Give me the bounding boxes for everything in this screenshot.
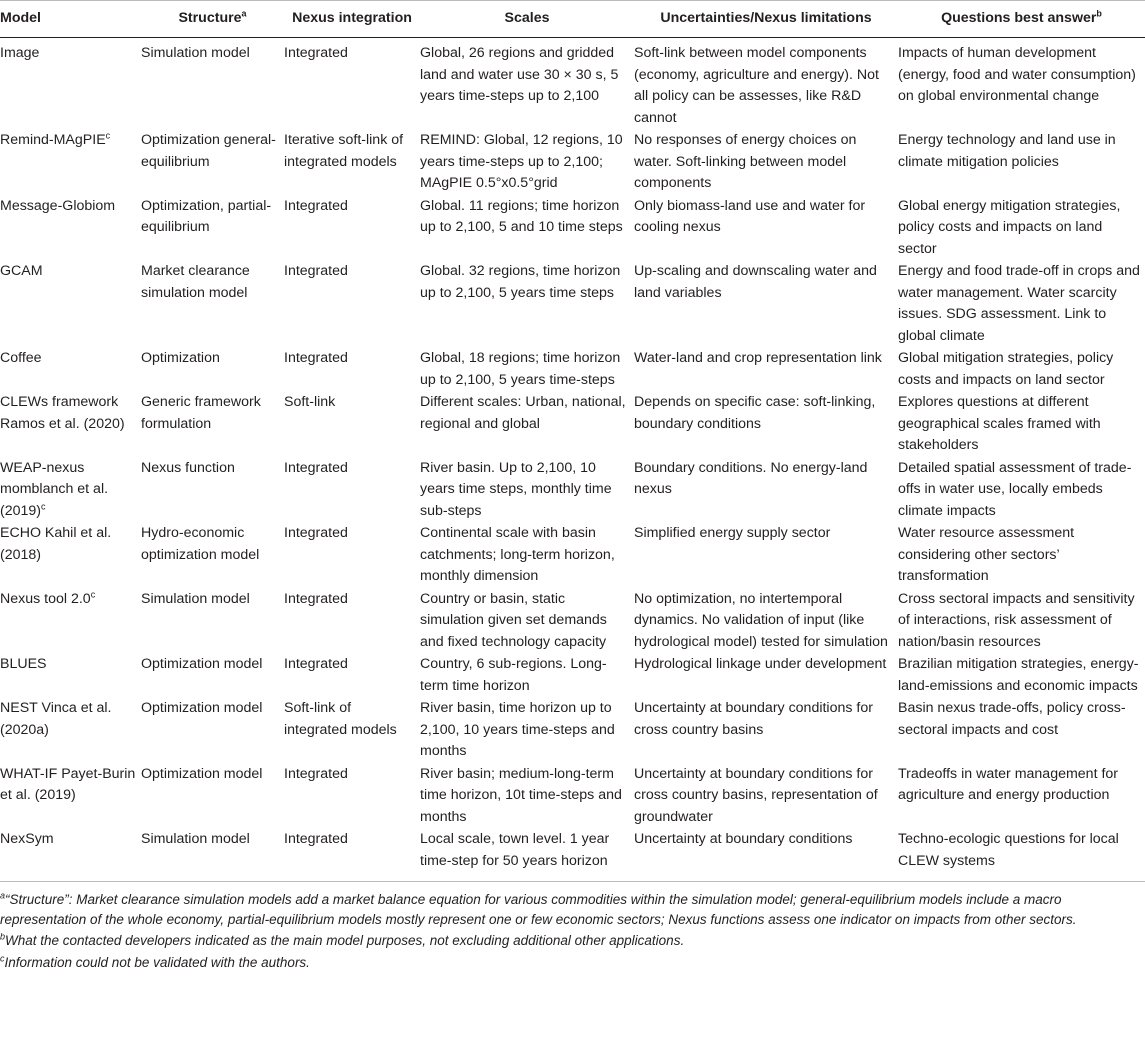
cell-nexus-integration xyxy=(284,391,420,457)
cell-model xyxy=(0,129,141,195)
cell-scales-text: Country, 6 sub-regions. Long-term time horizon xyxy=(420,656,607,694)
cell-structure-text: Optimization model xyxy=(141,656,263,672)
cell-model-text: ECHO Kahil et al. (2018) xyxy=(0,525,112,563)
cell-questions xyxy=(898,391,1145,457)
footnote-text: Information could not be validated with the authors. xyxy=(4,954,310,970)
footnote-text: “Structure”: Market clearance simulation models add a market balance equation for various commodities within the simulation model; general-equilibrium models include a macro representation of the whole economy, partial-equilibrium models mostly represent one or few economic sectors; Nexus functions assess one indicator on impacts from other sectors. xyxy=(0,892,1077,927)
cell-model xyxy=(0,763,141,829)
cell-uncertainties xyxy=(634,522,898,588)
table-row xyxy=(0,697,1145,763)
cell-structure xyxy=(141,653,284,697)
cell-scales-text: Global. 32 regions, time horizon up to 2,100, 5 years time steps xyxy=(420,263,621,301)
cell-model xyxy=(0,653,141,697)
cell-structure-text: Nexus function xyxy=(141,459,235,476)
cell-questions xyxy=(898,697,1145,763)
table-row xyxy=(0,457,1145,523)
column-header xyxy=(0,1,141,38)
cell-uncertainties-text: No responses of energy choices on water. Soft-linking between model components xyxy=(634,132,857,191)
cell-structure-text: Optimization, partial-equilibrium xyxy=(141,197,272,235)
cell-model xyxy=(0,347,141,391)
cell-questions-text: Tradeoffs in water management for agriculture and energy production xyxy=(898,765,1119,803)
cell-structure xyxy=(141,828,284,882)
footnote-mark: c xyxy=(0,953,5,963)
column-header-text: Uncertainties/Nexus limitations xyxy=(660,10,872,26)
cell-nexus-integration xyxy=(284,828,420,882)
cell-structure xyxy=(141,588,284,654)
cell-nexus-integration xyxy=(284,457,420,523)
cell-questions xyxy=(898,38,1145,130)
cell-scales-text: Global. 11 regions; time horizon up to 2,100, 5 and 10 time steps xyxy=(420,197,623,235)
cell-nexus-integration xyxy=(284,195,420,261)
column-header-footnote-mark: a xyxy=(241,8,247,19)
cell-structure-text: Optimization xyxy=(141,350,220,366)
cell-uncertainties xyxy=(634,195,898,261)
cell-model-text: WHAT-IF Payet-Burin et al. (2019) xyxy=(0,765,136,803)
cell-structure xyxy=(141,38,284,130)
cell-structure-text: Simulation model xyxy=(141,590,250,607)
cell-questions-text: Techno-ecologic questions for local CLEW systems xyxy=(898,831,1119,869)
cell-nexus-integration-text: Soft-link of integrated models xyxy=(284,700,397,738)
cell-uncertainties-text: Uncertainty at boundary conditions for cross country basins xyxy=(634,700,873,738)
cell-nexus-integration-text: Integrated xyxy=(284,525,348,541)
cell-nexus-integration xyxy=(284,763,420,829)
cell-scales xyxy=(420,391,634,457)
cell-model-text: WEAP-nexus momblanch et al. (2019) xyxy=(0,459,109,519)
cell-structure xyxy=(141,457,284,523)
cell-scales-text: River basin; medium-long-term time horizon, 10t time-steps and months xyxy=(420,765,622,825)
cell-model xyxy=(0,522,141,588)
cell-scales xyxy=(420,129,634,195)
cell-uncertainties xyxy=(634,457,898,523)
cell-structure xyxy=(141,260,284,347)
cell-scales-text: River basin, time horizon up to 2,100, 10 years time-steps and months xyxy=(420,700,615,759)
cell-uncertainties-text: Boundary conditions. No energy-land nexus xyxy=(634,459,868,497)
table-row xyxy=(0,391,1145,457)
cell-questions-text: Basin nexus trade-offs, policy cross-sectoral impacts and cost xyxy=(898,700,1126,738)
cell-questions xyxy=(898,522,1145,588)
column-header-footnote-mark: b xyxy=(1096,8,1102,19)
cell-model-text: GCAM xyxy=(0,263,43,279)
cell-scales xyxy=(420,828,634,882)
cell-questions-text: Cross sectoral impacts and sensitivity of interactions, risk assessment of nation/basin resources xyxy=(898,590,1135,650)
cell-uncertainties xyxy=(634,391,898,457)
cell-uncertainties xyxy=(634,260,898,347)
header-row xyxy=(0,1,1145,38)
cell-uncertainties xyxy=(634,763,898,829)
cell-uncertainties-text: Depends on specific case: soft-linking, boundary conditions xyxy=(634,394,876,432)
column-header xyxy=(141,1,284,38)
table-row xyxy=(0,522,1145,588)
cell-questions xyxy=(898,763,1145,829)
table-header xyxy=(0,1,1145,38)
cell-nexus-integration-text: Iterative soft-link of integrated models xyxy=(284,132,404,170)
table-footnotes xyxy=(0,882,1145,972)
cell-structure-text: Optimization general-equilibrium xyxy=(141,132,276,170)
cell-uncertainties-text: Uncertainty at boundary conditions xyxy=(634,831,853,847)
cell-nexus-integration-text: Integrated xyxy=(284,590,348,607)
cell-scales xyxy=(420,457,634,523)
cell-model xyxy=(0,588,141,654)
table-row xyxy=(0,828,1145,882)
cell-scales xyxy=(420,260,634,347)
cell-nexus-integration xyxy=(284,697,420,763)
cell-model-footnote-mark: c xyxy=(90,588,96,599)
cell-questions-text: Water resource assessment considering other sectors’ transformation xyxy=(898,525,1075,584)
cell-scales xyxy=(420,522,634,588)
column-header xyxy=(284,1,420,38)
cell-model xyxy=(0,260,141,347)
cell-structure xyxy=(141,697,284,763)
cell-uncertainties-text: Simplified energy supply sector xyxy=(634,525,831,541)
cell-scales xyxy=(420,653,634,697)
table-body xyxy=(0,38,1145,882)
cell-uncertainties-text: No optimization, no intertemporal dynamics. No validation of input (like hydrological model) tested for simulation xyxy=(634,590,888,650)
cell-nexus-integration xyxy=(284,653,420,697)
cell-scales xyxy=(420,347,634,391)
cell-questions xyxy=(898,653,1145,697)
cell-questions-text: Global mitigation strategies, policy costs and impacts on land sector xyxy=(898,350,1114,388)
footnote-text: What the contacted developers indicated as the main model purposes, not excluding additional other applications. xyxy=(5,933,685,948)
cell-nexus-integration xyxy=(284,347,420,391)
cell-structure xyxy=(141,347,284,391)
cell-model-text: NexSym xyxy=(0,831,54,847)
cell-model xyxy=(0,38,141,130)
cell-scales xyxy=(420,38,634,130)
cell-scales-text: Country or basin, static simulation given set demands and fixed technology capacity xyxy=(420,590,607,650)
cell-nexus-integration-text: Integrated xyxy=(284,459,348,476)
cell-nexus-integration xyxy=(284,588,420,654)
cell-nexus-integration xyxy=(284,522,420,588)
cell-nexus-integration-text: Integrated xyxy=(284,831,348,847)
cell-nexus-integration xyxy=(284,38,420,130)
table-row xyxy=(0,763,1145,829)
cell-structure xyxy=(141,763,284,829)
table-row xyxy=(0,129,1145,195)
cell-scales-text: Global, 26 regions and gridded land and water use 30 × 30 s, 5 years time-steps up to 2,100 xyxy=(420,45,619,104)
cell-nexus-integration-text: Integrated xyxy=(284,656,348,672)
cell-questions-text: Brazilian mitigation strategies, energy-land-emissions and economic impacts xyxy=(898,656,1139,694)
cell-model xyxy=(0,195,141,261)
column-header-text: Structure xyxy=(178,10,242,26)
cell-scales xyxy=(420,697,634,763)
table-row xyxy=(0,195,1145,261)
cell-structure-text: Generic framework formulation xyxy=(141,394,261,432)
cell-structure xyxy=(141,391,284,457)
cell-structure xyxy=(141,195,284,261)
cell-questions-text: Energy technology and land use in climate mitigation policies xyxy=(898,132,1116,170)
cell-structure-text: Simulation model xyxy=(141,45,250,61)
cell-model-text: Image xyxy=(0,45,40,61)
cell-uncertainties-text: Up-scaling and downscaling water and land variables xyxy=(634,263,877,301)
cell-model-footnote-mark: c xyxy=(105,130,111,141)
cell-questions xyxy=(898,588,1145,654)
cell-model xyxy=(0,391,141,457)
footnote xyxy=(0,953,1145,973)
cell-scales-text: REMIND: Global, 12 regions, 10 years time-steps up to 2,100; MAgPIE 0.5°x0.5°grid xyxy=(420,132,623,191)
cell-nexus-integration-text: Integrated xyxy=(284,765,348,782)
cell-model-text: BLUES xyxy=(0,656,47,672)
cell-scales-text: Global, 18 regions; time horizon up to 2,100, 5 years time-steps xyxy=(420,350,621,388)
cell-questions xyxy=(898,260,1145,347)
column-header-text: Nexus integration xyxy=(292,10,412,26)
cell-structure xyxy=(141,129,284,195)
table-row xyxy=(0,653,1145,697)
cell-nexus-integration-text: Integrated xyxy=(284,45,348,61)
cell-uncertainties xyxy=(634,828,898,882)
column-header-text: Scales xyxy=(504,10,550,26)
cell-questions-text: Energy and food trade-off in crops and water management. Water scarcity issues. SDG assessment. Link to global climate xyxy=(898,263,1140,344)
cell-questions xyxy=(898,129,1145,195)
table-row xyxy=(0,347,1145,391)
cell-structure-text: Optimization model xyxy=(141,700,263,716)
cell-structure-text: Optimization model xyxy=(141,765,263,782)
cell-nexus-integration-text: Integrated xyxy=(284,263,348,279)
cell-model xyxy=(0,697,141,763)
cell-scales xyxy=(420,195,634,261)
cell-questions-text: Explores questions at different geographical scales framed with stakeholders xyxy=(898,394,1101,453)
column-header-text: Questions best answer xyxy=(941,10,1097,26)
cell-scales-text: River basin. Up to 2,100, 10 years time steps, monthly time sub-steps xyxy=(420,459,612,519)
footnote xyxy=(0,931,1145,951)
cell-scales-text: Local scale, town level. 1 year time-step for 50 years horizon xyxy=(420,831,610,869)
table-row xyxy=(0,588,1145,654)
cell-questions-text: Impacts of human development (energy, food and water consumption) on global environmental change xyxy=(898,45,1136,104)
footnote-mark: b xyxy=(0,931,6,942)
cell-questions xyxy=(898,828,1145,882)
cell-scales-text: Continental scale with basin catchments; long-term horizon, monthly dimension xyxy=(420,525,615,584)
cell-scales xyxy=(420,588,634,654)
cell-uncertainties-text: Soft-link between model components (economy, agriculture and energy). Not all policy can be assesses, like R&D cannot xyxy=(634,45,879,126)
cell-nexus-integration xyxy=(284,260,420,347)
cell-questions-text: Detailed spatial assessment of trade-offs in water use, locally embeds climate impacts xyxy=(898,459,1132,519)
cell-model-text: Message-Globiom xyxy=(0,197,116,214)
cell-structure xyxy=(141,522,284,588)
cell-model xyxy=(0,457,141,523)
cell-questions-text: Global energy mitigation strategies, policy costs and impacts on land sector xyxy=(898,197,1121,257)
cell-scales-text: Different scales: Urban, national, regional and global xyxy=(420,394,626,432)
cell-nexus-integration xyxy=(284,129,420,195)
cell-uncertainties xyxy=(634,347,898,391)
cell-uncertainties xyxy=(634,697,898,763)
cell-model xyxy=(0,828,141,882)
cell-structure-text: Market clearance simulation model xyxy=(141,263,250,301)
table-row xyxy=(0,38,1145,130)
cell-uncertainties xyxy=(634,38,898,130)
footnote xyxy=(0,890,1145,929)
cell-uncertainties-text: Uncertainty at boundary conditions for cross country basins, representation of groundwater xyxy=(634,765,878,825)
cell-questions xyxy=(898,195,1145,261)
column-header xyxy=(420,1,634,38)
cell-nexus-integration-text: Integrated xyxy=(284,350,348,366)
cell-model-text: Nexus tool 2.0 xyxy=(0,590,91,607)
cell-questions xyxy=(898,347,1145,391)
cell-nexus-integration-text: Integrated xyxy=(284,197,348,214)
cell-questions xyxy=(898,457,1145,523)
cell-model-text: Remind-MAgPIE xyxy=(0,132,106,148)
footnote-mark: a xyxy=(0,890,6,901)
cell-uncertainties-text: Only biomass-land use and water for cooling nexus xyxy=(634,197,866,235)
cell-structure-text: Hydro-economic optimization model xyxy=(141,525,260,563)
table-row xyxy=(0,260,1145,347)
cell-model-text: NEST Vinca et al. (2020a) xyxy=(0,700,112,738)
cell-model-text: Coffee xyxy=(0,350,42,366)
cell-uncertainties xyxy=(634,588,898,654)
column-header xyxy=(898,1,1145,38)
cell-nexus-integration-text: Soft-link xyxy=(284,394,336,410)
column-header xyxy=(634,1,898,38)
cell-uncertainties xyxy=(634,129,898,195)
cell-uncertainties-text: Water-land and crop representation link xyxy=(634,350,882,366)
cell-structure-text: Simulation model xyxy=(141,831,250,847)
cell-model-text: CLEWs framework Ramos et al. (2020) xyxy=(0,394,125,432)
cell-model-footnote-mark: c xyxy=(41,500,46,511)
cell-uncertainties xyxy=(634,653,898,697)
column-header-text: Model xyxy=(0,10,41,26)
cell-uncertainties-text: Hydrological linkage under development xyxy=(634,656,887,672)
cell-scales xyxy=(420,763,634,829)
